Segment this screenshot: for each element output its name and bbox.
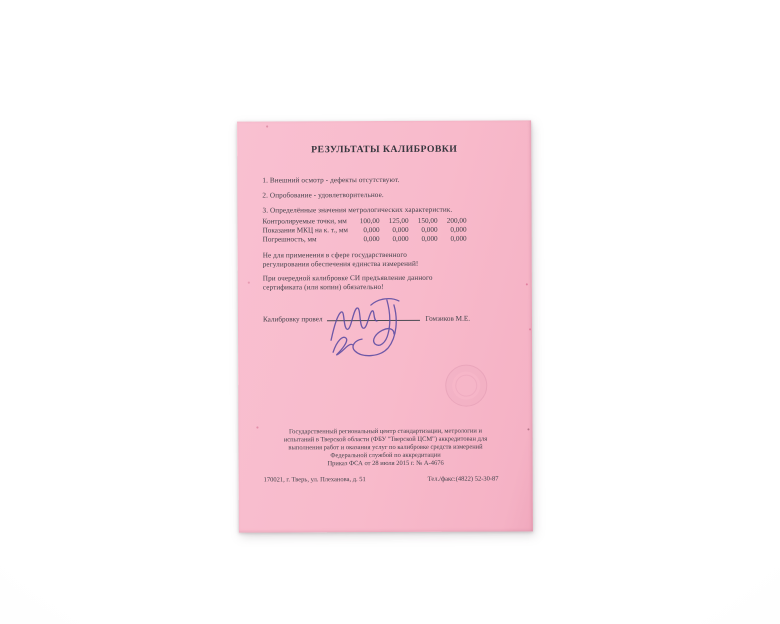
signer-name: Гомзиков М.Е.: [425, 314, 471, 323]
paper-speck: [256, 427, 258, 429]
row-label: Погрешность, мм: [262, 235, 317, 244]
phone-fax: Тел./факс:(4822) 52-30-87: [427, 475, 499, 483]
cell-value: 0,000: [363, 226, 380, 235]
row-label: Показания МКЦ на к. т., мм: [262, 226, 348, 235]
handwritten-signature: [324, 293, 424, 361]
cell-value: 0,000: [363, 235, 380, 244]
accreditation-line: Федеральной службой по аккредитации: [330, 451, 441, 460]
inspection-item-1: 1. Внешний осмотр - дефекты отсутствуют.: [262, 175, 400, 185]
paper-speck: [266, 126, 268, 128]
inspection-item-3: 3. Определённые значения метрологических характеристик.: [262, 205, 453, 215]
cell-value: 0,000: [392, 235, 409, 244]
row-label: Контролируемые точки, мм: [262, 217, 347, 226]
document-title: РЕЗУЛЬТАТЫ КАЛИБРОВКИ: [311, 143, 458, 156]
paper-speck: [527, 428, 529, 430]
certificate-page: [237, 120, 533, 532]
accreditation-line: выполнения работ и оказания услуг по калибровке средств измерений: [288, 443, 483, 452]
signature-row: [263, 313, 470, 324]
stamp-inner-ring: [455, 375, 477, 397]
cell-value: 0,000: [450, 235, 467, 244]
measurement-table: [263, 217, 478, 246]
paper-speck: [526, 283, 528, 285]
accreditation-line: Приказ ФСА от 28 июля 2015 г. № А-4676: [327, 459, 444, 468]
paper-speck: [529, 328, 531, 330]
postal-address: 170021, г. Тверь, ул. Плеханова, д. 51: [263, 476, 366, 484]
accreditation-line: испытаний в Тверской области (ФБУ "Тверской ЦСМ") аккредитован для: [283, 435, 488, 444]
cell-value: 0,000: [421, 235, 438, 244]
signature-line: [327, 313, 420, 321]
paper-speck: [248, 282, 250, 284]
cell-value: 0,000: [450, 225, 467, 234]
cell-value: 200,00: [446, 216, 467, 225]
recalibration-note: При очередной калибровке СИ предъявление данного сертификата (или копии) обязательно!: [262, 273, 433, 292]
table-row: [263, 235, 478, 245]
cell-value: 125,00: [388, 216, 409, 225]
cell-value: 0,000: [392, 226, 409, 235]
contact-row: [239, 475, 533, 484]
cell-value: 150,00: [417, 216, 438, 225]
accreditation-footer: [238, 427, 532, 468]
usage-restriction-note: Не для применения в сфере государственного регулирования обеспечения единства измерений!: [262, 250, 419, 269]
inspection-item-2: 2. Опробование - удовлетворительное.: [262, 191, 384, 200]
faint-embossed-stamp: [445, 365, 487, 407]
cell-value: 0,000: [421, 225, 438, 235]
signature-label: Калибровку провел: [262, 315, 323, 324]
cell-value: 100,00: [359, 217, 380, 226]
accreditation-line: Государственный региональный центр стандартизации, метрологии и: [288, 427, 482, 436]
